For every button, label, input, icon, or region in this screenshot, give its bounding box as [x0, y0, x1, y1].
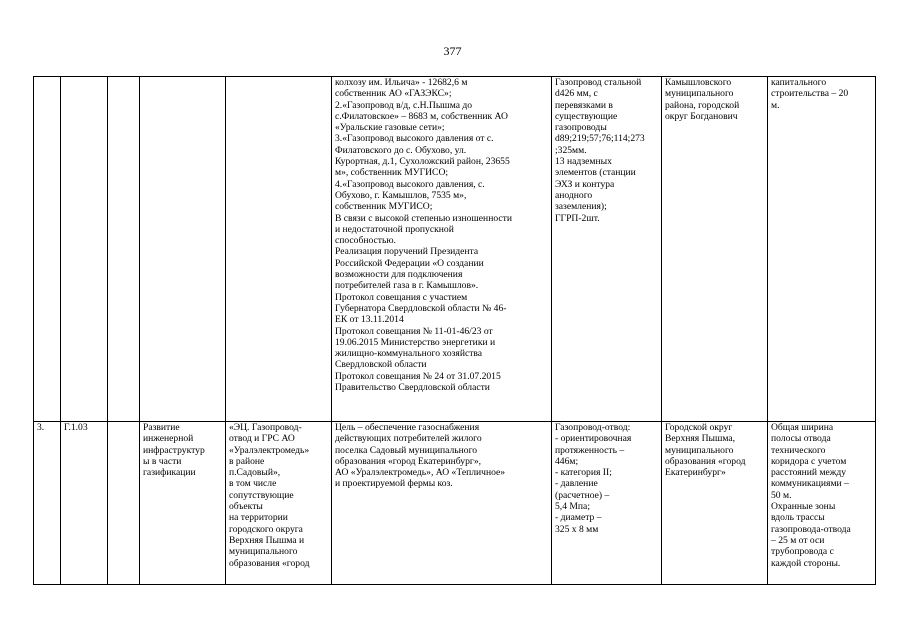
text-line: района, городской [665, 99, 740, 111]
text-line: поселка Садовый муниципального [335, 444, 478, 456]
text-line: 446м; [555, 455, 579, 467]
text-line: с.Филатовское» – 8683 м, собственник АО [335, 110, 508, 122]
text-line: ЕК от 13.11.2014 [335, 314, 404, 326]
text-line: – 25 м от оси [771, 534, 825, 546]
text-line: Городской округ [665, 422, 733, 433]
text-line: Газопровод-отвод: [555, 422, 631, 433]
text-line: Реализация поручений Президента [335, 246, 479, 258]
text-line: 2.«Газопровод в/д, с.Н.Пышма до [335, 99, 473, 111]
text-line: сопутствующие [229, 489, 294, 501]
text-line: Верхняя Пышма и [229, 534, 305, 546]
text-line: Протокол совещания с участием [335, 291, 468, 303]
cell-parameters [552, 77, 662, 422]
planning-table [33, 76, 876, 585]
text-line: инфраструктур [143, 444, 205, 456]
text-line: муниципального [665, 444, 734, 456]
text-line: - ориентировочная [555, 433, 632, 445]
cell-zones [768, 422, 876, 585]
text-line: городского округа [229, 523, 303, 535]
text-line: Верхняя Пышма, [665, 433, 736, 445]
text-line: - категория II; [555, 467, 612, 479]
text-line: Обухово, г. Камышлов, 7535 м», [335, 189, 467, 201]
cell-code [61, 77, 108, 422]
cell-code: Г.1.03 [61, 422, 108, 585]
cell-purpose [332, 422, 552, 585]
text-line: возможности для подключения [335, 269, 463, 281]
text-line: потребителей газа в г. Камышлов». [335, 280, 479, 292]
text-line: Цель – обеспечение газоснабжения [335, 422, 480, 433]
page-number: 377 [443, 44, 462, 58]
cell-purpose [332, 77, 552, 422]
text-line: м», собственник МУГИСО; [335, 167, 449, 179]
text-line: Развитие [143, 422, 180, 433]
text-line: Протокол совещания № 24 от 31.07.2015 [335, 370, 501, 382]
cell-location [662, 77, 768, 422]
text-line: протяженность – [555, 444, 625, 456]
cell-blank [108, 422, 140, 585]
text-line: и проектируемой фермы коз. [335, 478, 453, 490]
text-line: каждой стороны. [771, 557, 841, 569]
cell-name [226, 422, 332, 585]
text-line: Камышловского [665, 77, 732, 88]
text-line: элементов (станции [555, 167, 636, 179]
text-line: собственник АО «ГАЗЭКС»; [335, 88, 452, 100]
text-line: ЭХЗ и контура [555, 178, 615, 190]
text-line: округ Богданович [665, 110, 738, 122]
cell-zones [768, 77, 876, 422]
text-line: Российской Федерации «О создании [335, 257, 484, 269]
text-line: технического [771, 444, 826, 456]
text-line: ГГРП-2шт. [555, 212, 600, 224]
text-line: способностью. [335, 235, 396, 247]
table-row [34, 77, 876, 422]
text-line: муниципального [665, 88, 734, 100]
text-line: (расчетное) – [555, 489, 610, 501]
text-line: полосы отвода [771, 433, 831, 445]
text-line: жилищно-коммунального хозяйства [335, 348, 483, 360]
text-line: отвод и ГРС АО [229, 433, 295, 445]
text-line: 19.06.2015 Министерство энергетики и [335, 336, 496, 348]
text-line: перевязками в [555, 99, 613, 111]
text-line: м. [771, 99, 780, 111]
text-line: 3.«Газопровод высокого давления от с. [335, 133, 494, 145]
text-line: на территории [229, 512, 288, 524]
text-line: «ЭЦ. Газопровод- [229, 422, 302, 433]
cell-number: 3. [34, 422, 61, 585]
cell-blank [108, 77, 140, 422]
text-line: заземления); [555, 201, 607, 213]
text-line: ы в части [143, 455, 182, 467]
text-line: газопроводы [555, 122, 607, 134]
text-line: собственник МУГИСО; [335, 201, 433, 213]
text-line: газификации [143, 467, 196, 479]
text-line: действующих потребителей жилого [335, 433, 482, 445]
text-line: колхозу им. Ильича» - 12682,6 м [335, 77, 468, 88]
text-line: вдоль трассы [771, 512, 825, 524]
text-line: капитального [771, 77, 827, 88]
text-line: «Уралэлектромедь» [229, 444, 310, 456]
text-line: d89;219;57;76;114;273 [555, 133, 645, 145]
text-line: Свердловской области [335, 359, 427, 371]
text-line: образования «город [665, 455, 746, 467]
text-line: 5,4 Мпа; [555, 501, 590, 513]
text-line: строительства – 20 [771, 88, 849, 100]
text-line: в районе [229, 455, 265, 467]
text-line: и недостаточной пропускной [335, 223, 454, 235]
cell-number [34, 77, 61, 422]
text-line: АО «Уралэлектромедь», АО «Тепличное» [335, 467, 506, 479]
text-line: - давление [555, 478, 598, 490]
cell-location [662, 422, 768, 585]
cell-parameters [552, 422, 662, 585]
text-line: Екатеринбург» [665, 467, 726, 479]
text-line: коммуникациями – [771, 478, 849, 490]
text-line: ;325мм. [555, 144, 587, 156]
text-line: d426 мм, с [555, 88, 598, 100]
text-line: Курортная, д.1, Сухоложский район, 23655 [335, 156, 510, 168]
text-line: анодного [555, 189, 593, 201]
text-line: Охранные зоны [771, 501, 836, 513]
text-line: объекты [229, 501, 263, 513]
cell-category [140, 422, 226, 585]
text-line: 13 надземных [555, 156, 612, 168]
text-line: Правительство Свердловской области [335, 382, 490, 394]
text-line: газопровода-отвода [771, 523, 851, 535]
text-line: образования «город Екатеринбург», [335, 455, 482, 467]
text-line: 325 х 8 мм [555, 523, 599, 535]
text-line: п.Садовый», [229, 467, 281, 479]
text-line: трубопровода с [771, 546, 834, 558]
table-row [34, 422, 876, 585]
text-line: Протокол совещания № 11-01-46/23 от [335, 325, 493, 337]
cell-name [226, 77, 332, 422]
text-line: «Уральские газовые сети»; [335, 122, 445, 134]
text-line: Общая ширина [771, 422, 834, 433]
text-line: расстояний между [771, 467, 847, 479]
text-line: образования «город [229, 557, 310, 569]
text-line: - диаметр – [555, 512, 602, 524]
text-line: коридора с учетом [771, 455, 847, 467]
text-line: в том числе [229, 478, 277, 490]
text-line: Филатовского до с. Обухово, ул. [335, 144, 467, 156]
text-line: В связи с высокой степенью изношенности [335, 212, 512, 224]
text-line: Губернатора Свердловской области № 46- [335, 302, 507, 314]
text-line: Газопровод стальной [555, 77, 642, 88]
text-line: инженерной [143, 433, 194, 445]
text-line: муниципального [229, 546, 298, 558]
text-line: 4.«Газопровод высокого давления, с. [335, 178, 485, 190]
text-line: 50 м. [771, 489, 792, 501]
cell-category [140, 77, 226, 422]
text-line: существующие [555, 110, 618, 122]
